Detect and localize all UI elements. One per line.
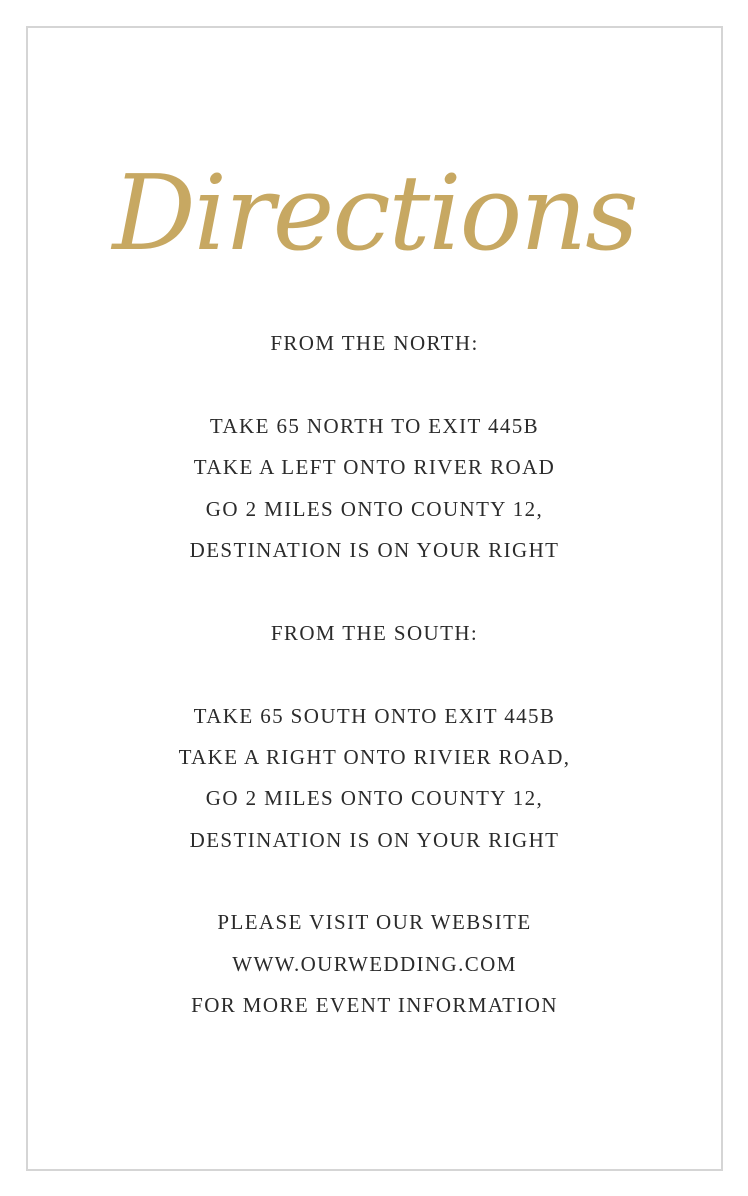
directions-card	[26, 26, 723, 1171]
spacer	[28, 861, 721, 902]
footer-line-1: PLEASE VISIT OUR WEBSITE	[217, 910, 532, 935]
north-line-1: TAKE 65 NORTH TO EXIT 445B	[209, 413, 540, 438]
north-line-4: DESTINATION IS ON YOUR RIGHT	[189, 537, 560, 562]
website-url: WWW.OURWEDDING.COM	[232, 951, 517, 976]
north-line-3: GO 2 MILES ONTO COUNTY 12,	[205, 496, 544, 521]
footer-line-3: FOR MORE EVENT INFORMATION	[191, 993, 558, 1018]
south-line-2: TAKE A RIGHT ONTO RIVIER ROAD,	[178, 744, 571, 769]
north-heading: FROM THE NORTH:	[270, 331, 479, 355]
directions-content	[28, 323, 721, 1027]
spacer	[28, 571, 721, 612]
south-line-3: GO 2 MILES ONTO COUNTY 12,	[205, 786, 544, 811]
south-line-1: TAKE 65 SOUTH ONTO EXIT 445B	[193, 703, 556, 728]
south-line-4: DESTINATION IS ON YOUR RIGHT	[189, 827, 560, 852]
spacer	[28, 364, 721, 405]
card-title: Directions	[112, 152, 637, 274]
north-line-2: TAKE A LEFT ONTO RIVER ROAD	[193, 455, 556, 480]
south-heading: FROM THE SOUTH:	[270, 620, 479, 645]
spacer	[28, 654, 721, 695]
